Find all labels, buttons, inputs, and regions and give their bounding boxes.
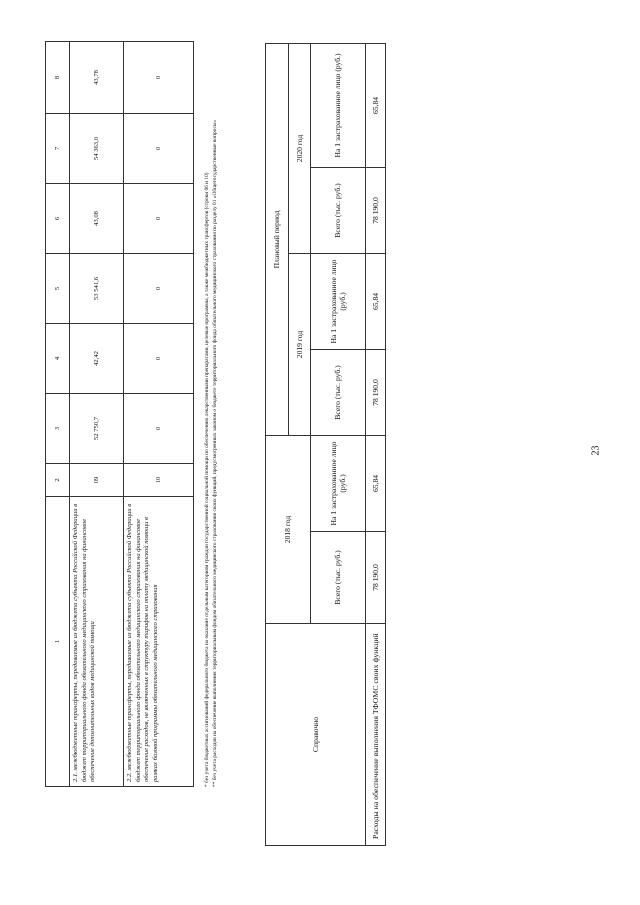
table-row — [124, 42, 194, 787]
per-insured-column-header: На 1 застрахованное лицо (руб.) — [311, 253, 366, 349]
per-insured-column-header: На 1 застрахованное лицо (руб.) — [311, 43, 366, 167]
row-code: 09 — [70, 464, 124, 497]
per-insured-column-header: На 1 застрахованное лицо (руб.) — [311, 435, 366, 531]
column-number: 2 — [46, 464, 70, 497]
cell-value: 43,08 — [70, 184, 124, 254]
column-number: 1 — [46, 497, 70, 787]
footnote: ** без учета расходов на обеспечение выполнения территориальным фондом обязательного медицинского страхования своих функций, предусмотренных законом о бюджете территориального фонда обязательного медицинского страхования по разделу 01 «Общегосударственные вопросы» — [211, 119, 218, 787]
reference-table — [265, 43, 386, 846]
cell-value: 52 750,7 — [70, 394, 124, 464]
row-label: Расходы на обеспечение выполнения ТФОМС своих функций — [366, 624, 386, 846]
cell-value: 42,42 — [70, 324, 124, 394]
cell-value: 65,84 — [366, 435, 386, 531]
cell-value: 54 363,0 — [70, 114, 124, 184]
planning-period-header: Плановый период — [266, 43, 289, 435]
cell-value: 0 — [124, 114, 194, 184]
row-name: 2.1. межбюджетные трансферты, передаваемые из бюджета субъекта Российской Федерации в бюджет территориального фонда обязательного медицинского страхования на финансовое обеспечение дополнительных видов медицинской помощи — [70, 497, 124, 787]
total-column-header: Всего (тыс. руб.) — [311, 349, 366, 435]
row-code: 10 — [124, 464, 194, 497]
cell-value: 78 190,0 — [366, 349, 386, 435]
year-2018-header: 2018 год — [266, 435, 311, 623]
total-column-header: Всего (тыс. руб.) — [311, 167, 366, 253]
cell-value: 0 — [124, 184, 194, 254]
cell-value: 0 — [124, 254, 194, 324]
expenditure-table — [45, 41, 194, 787]
row-name: 2.2. межбюджетные трансферты, передаваемые из бюджета субъекта Российской Федерации в бюджет территориального фонда обязательного медицинского страхования на финансовое обеспечение расходов, не включенных в структуру тарифов на оплату медицинской помощи в рамках базовой программы обязательного медицинского страхования — [124, 497, 194, 787]
cell-value: 0 — [124, 394, 194, 464]
cell-value: 0 — [124, 324, 194, 394]
table-row — [366, 43, 386, 845]
cell-value: 65,84 — [366, 253, 386, 349]
page-number: 23 — [590, 445, 602, 456]
cell-value: 53 541,6 — [70, 254, 124, 324]
year-2019-header: 2019 год — [289, 253, 311, 435]
column-number: 4 — [46, 324, 70, 394]
cell-value: 78 190,0 — [366, 532, 386, 624]
column-number-row — [46, 42, 70, 787]
table-row — [70, 42, 124, 787]
year-2020-header: 2020 год — [289, 43, 311, 253]
column-number: 7 — [46, 114, 70, 184]
column-number: 5 — [46, 254, 70, 324]
cell-value: 0 — [124, 42, 194, 114]
cell-value: 43,78 — [70, 42, 124, 114]
footnote: * без учета бюджетных ассигнований федерального бюджета на оказание отдельным категориям граждан государственной социальной помощи по обеспечению лекарственными препаратами, целевые программы, а также межбюджетных трансфертов (строки 06 и 10) — [204, 172, 210, 787]
column-number: 3 — [46, 394, 70, 464]
column-number: 8 — [46, 42, 70, 114]
column-number: 6 — [46, 184, 70, 254]
total-column-header: Всего (тыс. руб.) — [311, 532, 366, 624]
cell-value: 65,84 — [366, 43, 386, 167]
cell-value: 78 190,0 — [366, 167, 386, 253]
reference-label: Справочно — [266, 624, 366, 846]
footnotes — [204, 42, 219, 787]
